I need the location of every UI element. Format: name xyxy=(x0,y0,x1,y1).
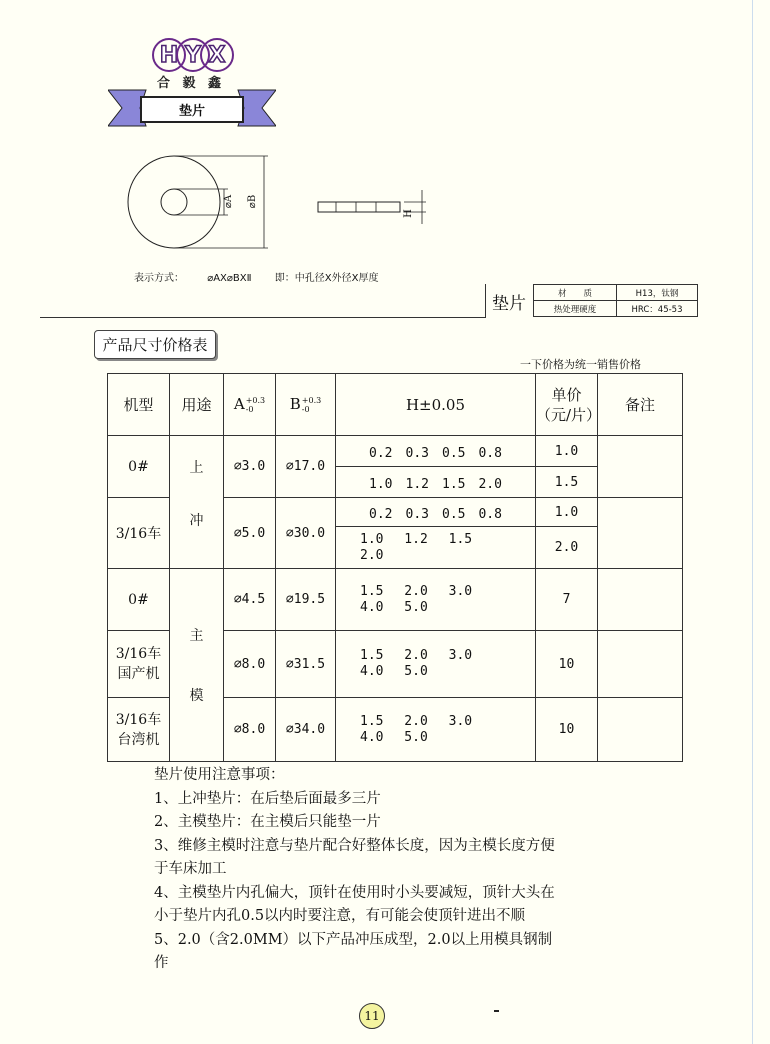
cell-b: ⌀30.0 xyxy=(276,498,336,569)
cell-price: 10 xyxy=(536,631,598,698)
caption-meaning: 即：中孔径X外径X厚度 xyxy=(274,273,379,284)
cell-price: 1.0 xyxy=(536,498,598,527)
header-b-tolerance xyxy=(302,396,321,414)
dash-mark xyxy=(494,1010,499,1012)
header-b xyxy=(276,374,336,436)
washer-drawing xyxy=(120,150,440,260)
cell-h: 1.5 2.0 3.0 4.0 5.0 xyxy=(336,631,536,698)
cell-h: 1.0 1.2 1.5 2.0 xyxy=(336,527,536,569)
cell-use xyxy=(170,569,224,762)
title-block-rule xyxy=(40,317,485,318)
note-heading: 垫片使用注意事项： xyxy=(154,767,285,783)
cell-b: ⌀34.0 xyxy=(276,698,336,762)
page-number: 11 xyxy=(359,1003,385,1029)
cell-a: ⌀4.5 xyxy=(224,569,276,631)
table-header-row xyxy=(108,374,683,436)
cell-a: ⌀3.0 xyxy=(224,436,276,498)
cell-price: 1.0 xyxy=(536,436,598,467)
note-item: 1、上冲垫片：在后垫后面最多三片 xyxy=(154,790,381,807)
cell-model: 3/16车 台湾机 xyxy=(108,698,170,762)
cell-model: 3/16车 国产机 xyxy=(108,631,170,698)
header-use: 用途 xyxy=(170,374,224,436)
usage-notes xyxy=(154,764,564,976)
cell-b: ⌀17.0 xyxy=(276,436,336,498)
cell-a: ⌀8.0 xyxy=(224,631,276,698)
cell-remark xyxy=(598,569,683,631)
logo-letter-x: X xyxy=(200,38,234,72)
cell-model: 0# xyxy=(108,436,170,498)
dim-h-label: H xyxy=(402,209,414,218)
header-remark: 备注 xyxy=(598,374,683,436)
tol-up: +0.3 xyxy=(301,396,322,405)
caption-label: 表示方式： xyxy=(134,273,184,284)
spec-title: 垫片 xyxy=(492,293,526,314)
cell-use: 上 xyxy=(170,436,224,498)
header-h: H±0.05 xyxy=(336,374,536,436)
banner-label: 垫片 xyxy=(140,96,244,123)
cell-remark xyxy=(598,498,683,569)
cell-remark xyxy=(598,631,683,698)
note-item: 5、2.0（含2.0MM）以下产品冲压成型，2.0以上用模具钢制作 xyxy=(154,931,553,971)
brand-name-cn: 合 毅 鑫 xyxy=(157,76,226,91)
cell-h: 0.2 0.3 0.5 0.8 xyxy=(336,498,536,527)
tol-down: -0 xyxy=(245,405,254,414)
cell-h: 1.0 1.2 1.5 2.0 xyxy=(336,467,536,498)
cell-use: 冲 xyxy=(170,498,224,569)
use-zhu: 主 xyxy=(189,628,204,644)
header-price: 单价 （元/片） xyxy=(536,374,598,436)
dim-b-label: ⌀B xyxy=(247,194,259,209)
spec-table xyxy=(533,284,698,317)
cell-price: 1.5 xyxy=(536,467,598,498)
header-a-letter: A xyxy=(233,395,245,413)
cell-a: ⌀5.0 xyxy=(224,498,276,569)
notation-caption xyxy=(134,269,398,284)
spec-cell: H13，钛钢 xyxy=(617,285,698,301)
caption-format: ⌀AX⌀BXⅡ xyxy=(207,273,252,284)
spec-cell: HRC：45-53 xyxy=(617,301,698,317)
price-note: 一下价格为统一销售价格 xyxy=(520,358,641,371)
cell-remark xyxy=(598,698,683,762)
use-mo: 模 xyxy=(189,688,204,704)
cell-b: ⌀31.5 xyxy=(276,631,336,698)
spec-row xyxy=(534,285,698,301)
cell-h: 1.5 2.0 3.0 4.0 5.0 xyxy=(336,569,536,631)
cell-h: 0.2 0.3 0.5 0.8 xyxy=(336,436,536,467)
spec-cell: 材 质 xyxy=(534,285,617,301)
section-title: 产品尺寸价格表 xyxy=(94,330,216,359)
header-model: 机型 xyxy=(108,374,170,436)
table-row xyxy=(108,436,683,467)
logo-letter-y: Y xyxy=(176,38,210,72)
header-b-letter: B xyxy=(289,395,301,413)
cell-remark xyxy=(598,436,683,498)
cell-b: ⌀19.5 xyxy=(276,569,336,631)
header-a xyxy=(224,374,276,436)
note-item: 3、维修主模时注意与垫片配合好整体长度，因为主模长度方便于车床加工 xyxy=(154,837,555,877)
spec-cell: 热处理硬度 xyxy=(534,301,617,317)
cell-h: 1.5 2.0 3.0 4.0 5.0 xyxy=(336,698,536,762)
cell-model: 3/16车 xyxy=(108,498,170,569)
cell-model: 0# xyxy=(108,569,170,631)
logo-letter-h: H xyxy=(152,38,186,72)
cell-price: 2.0 xyxy=(536,527,598,569)
tol-down: -0 xyxy=(301,405,310,414)
tol-up: +0.3 xyxy=(245,396,266,405)
table-row xyxy=(108,569,683,631)
note-item: 2、主模垫片：在主模后只能垫一片 xyxy=(154,814,381,830)
cell-a: ⌀8.0 xyxy=(224,698,276,762)
dim-a-label: ⌀A xyxy=(223,194,235,209)
table-row xyxy=(108,498,683,527)
price-table xyxy=(107,373,683,762)
cell-price: 7 xyxy=(536,569,598,631)
spec-row xyxy=(534,301,698,317)
note-item: 4、主模垫片内孔偏大，顶针在使用时小头要减短，顶针大头在小于垫片内孔0.5以内时要注意，有可能会使顶针进出不顺 xyxy=(154,884,555,924)
header-a-tolerance xyxy=(246,396,265,414)
cell-price: 10 xyxy=(536,698,598,762)
margin-guide xyxy=(752,0,753,1044)
